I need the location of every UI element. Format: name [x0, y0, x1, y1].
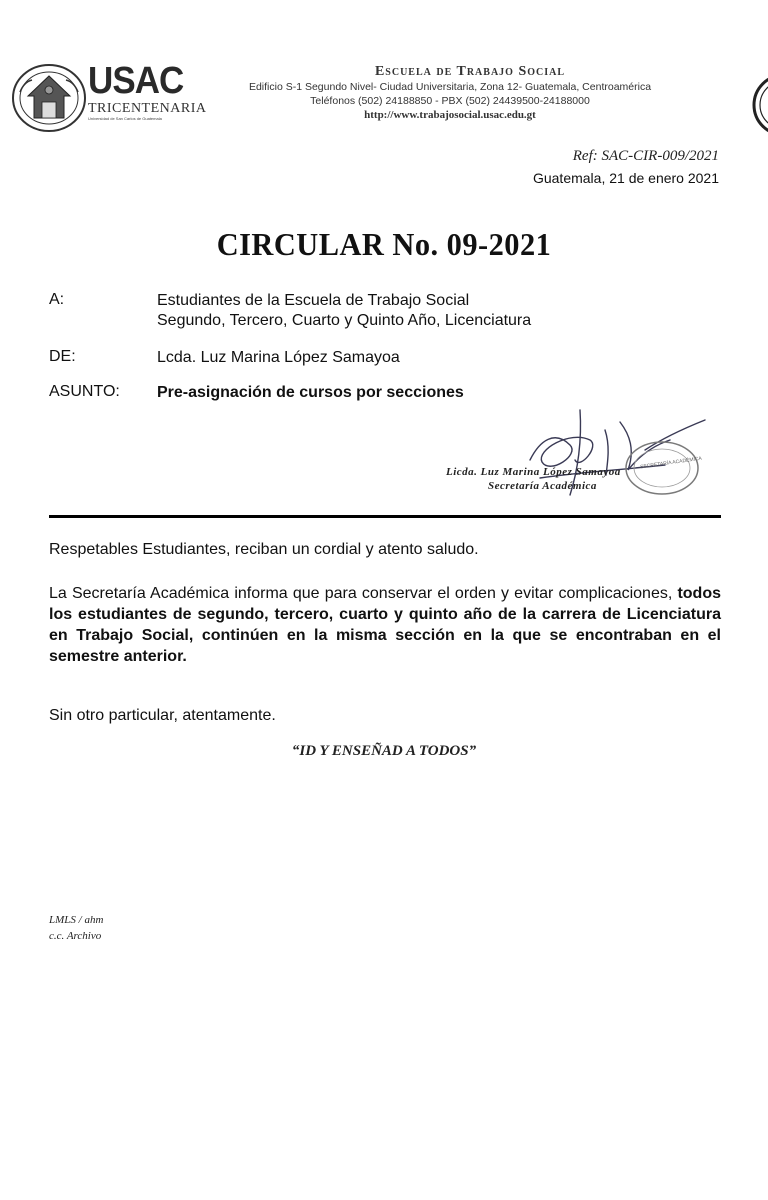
to-value	[157, 291, 531, 331]
usac-wordmark: USAC	[88, 60, 184, 102]
school-seal-icon	[750, 70, 768, 140]
usac-logo	[88, 62, 207, 121]
motto: “ID Y ENSEÑAD A TODOS”	[291, 743, 477, 759]
school-url: http://www.trabajosocial.usac.edu.gt	[364, 109, 536, 121]
body-emphasis: todos los estudiantes de segundo, tercero, cuarto y quinto año de la carrera de Licenciatura en Trabajo Social, continúen en la misma sección en la que se encontraban en el semestre anterior.	[49, 585, 721, 665]
school-address: Edificio S-1 Segundo Nivel- Ciudad Universitaria, Zona 12- Guatemala, Centroamérica	[248, 81, 652, 93]
reference-value: SAC-CIR-009/2021	[601, 148, 719, 164]
closing: Sin otro particular, atentamente.	[49, 707, 276, 724]
divider	[49, 515, 721, 518]
usac-tagline: Universidad de San Carlos de Guatemala	[88, 116, 162, 121]
reference-label: Ref:	[572, 148, 598, 164]
document-date: Guatemala, 21 de enero 2021	[532, 170, 719, 186]
greeting: Respetables Estudiantes, reciban un cordial y atento saludo.	[49, 541, 479, 558]
page-title: CIRCULAR No. 09-2021	[216, 226, 552, 262]
letterhead-text	[200, 64, 700, 123]
stamp-text: SECRETARÍA ACADÉMICA	[639, 455, 703, 471]
usac-tricentenaria: TRICENTENARIA	[88, 101, 207, 116]
cc-archive: c.c. Archivo	[49, 930, 102, 942]
from-label: DE:	[49, 348, 76, 365]
signature-role: Secretaría Académica	[488, 480, 597, 492]
initials: LMLS / ahm	[49, 914, 104, 926]
subject-label: ASUNTO:	[49, 383, 120, 400]
usac-seal-icon	[10, 62, 88, 134]
body-paragraph	[49, 583, 721, 667]
school-name: Escuela de Trabajo Social	[374, 64, 566, 79]
signature-name: Licda. Luz Marina López Samayoa	[446, 466, 621, 478]
to-line-2: Segundo, Tercero, Cuarto y Quinto Año, Licenciatura	[157, 312, 532, 329]
to-label: A:	[49, 291, 65, 308]
from-value: Lcda. Luz Marina López Samayoa	[157, 349, 400, 366]
reference-number	[573, 148, 719, 165]
subject-value: Pre-asignación de cursos por secciones	[157, 384, 464, 401]
body-intro: La Secretaría Académica informa que para conservar el orden y evitar complicaciones,	[49, 585, 678, 602]
school-phones: Teléfonos (502) 24188850 - PBX (502) 24439500-24188000	[310, 95, 590, 107]
to-line-1: Estudiantes de la Escuela de Trabajo Social	[157, 292, 470, 309]
